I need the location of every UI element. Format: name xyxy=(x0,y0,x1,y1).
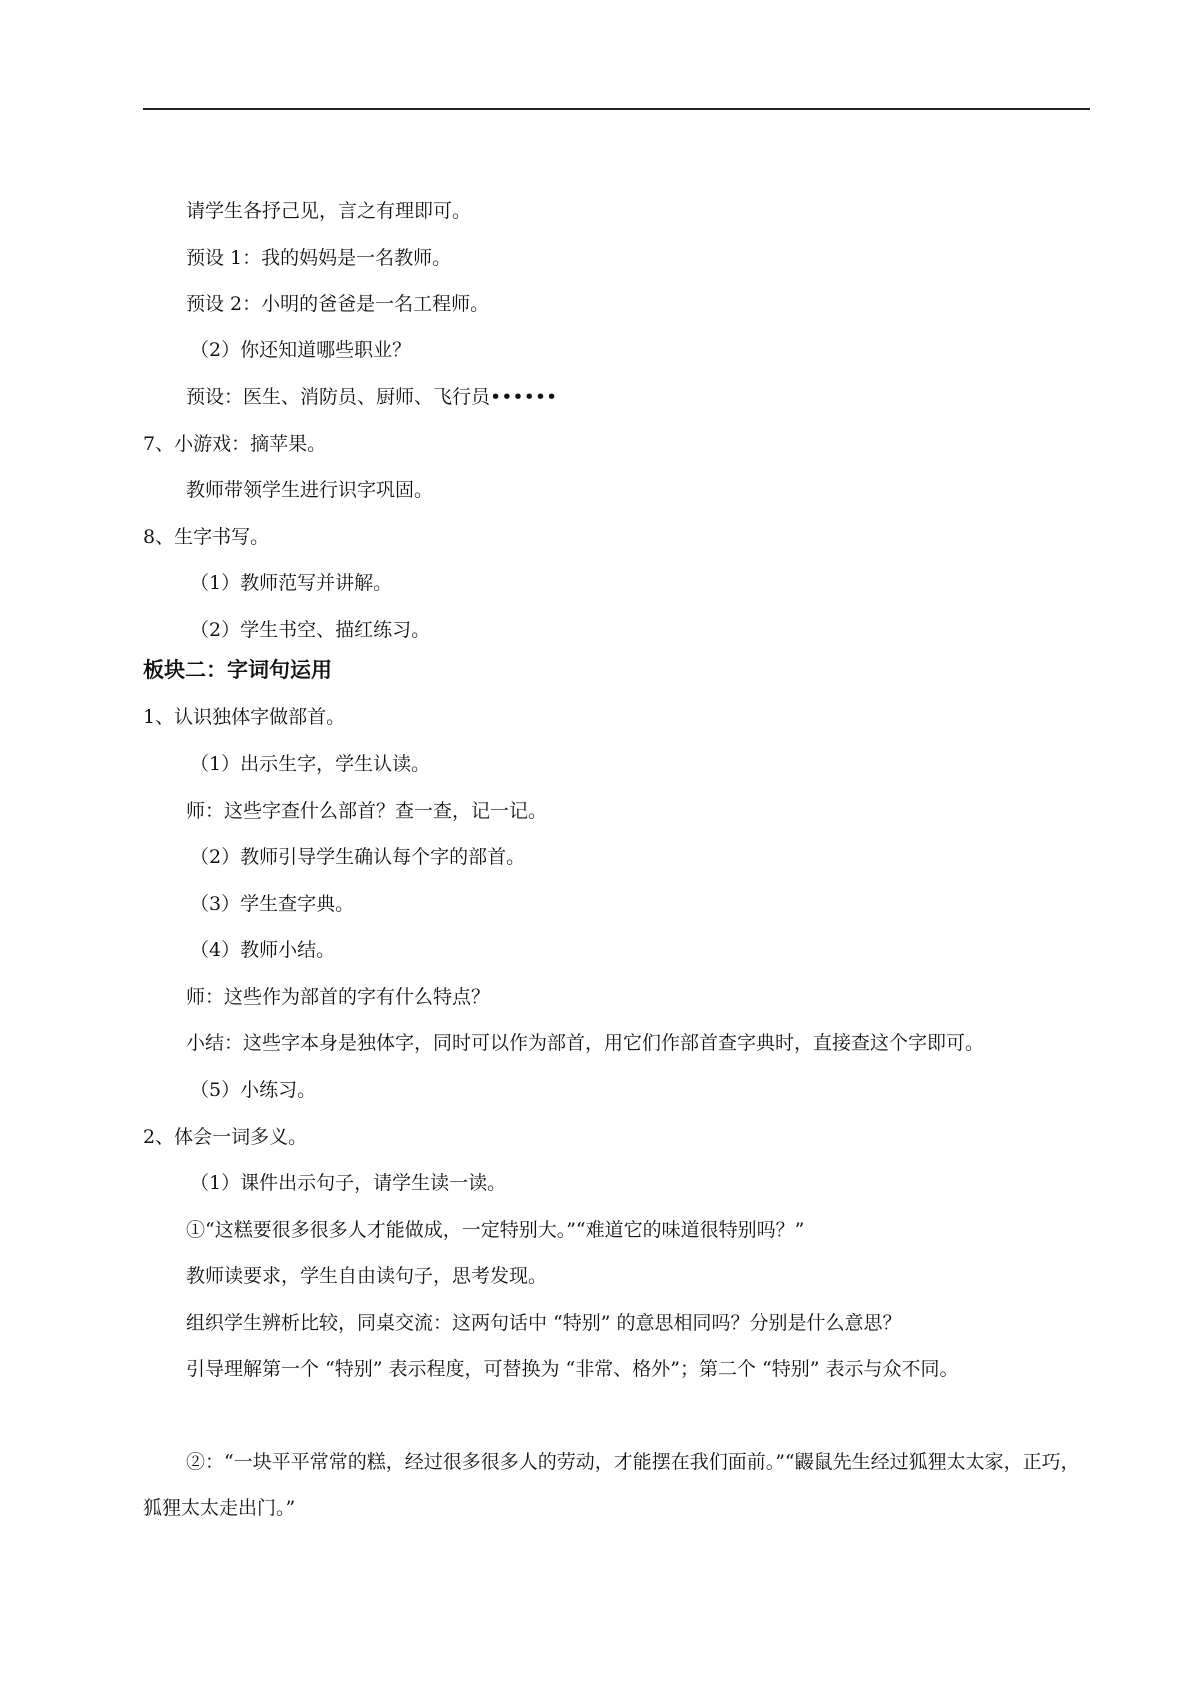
paragraph: 引导理解第一个 “特别” 表示程度，可替换为 “非常、格外”；第二个 “特别” 表示与众不同。 xyxy=(186,1358,959,1380)
paragraph: 教师带领学生进行识字巩固。 xyxy=(186,479,434,501)
paragraph: （1）课件出示句子，请学生读一读。 xyxy=(190,1172,507,1194)
numbered-item: 2、体会一词多义。 xyxy=(143,1126,308,1148)
paragraph: （5）小练习。 xyxy=(190,1079,317,1101)
paragraph: （2）教师引导学生确认每个字的部首。 xyxy=(190,846,526,868)
paragraph: （2）你还知道哪些职业？ xyxy=(190,339,412,361)
paragraph: 预设 2：小明的爸爸是一名工程师。 xyxy=(186,293,490,315)
paragraph: （4）教师小结。 xyxy=(190,939,336,961)
paragraph: 师：这些字查什么部首？查一查，记一记。 xyxy=(186,800,548,822)
paragraph: 预设 1：我的妈妈是一名教师。 xyxy=(186,247,452,269)
paragraph: （2）学生书空、描红练习。 xyxy=(190,619,431,641)
paragraph: （1）教师范写并讲解。 xyxy=(190,572,393,594)
numbered-item: 8、生字书写。 xyxy=(143,526,270,548)
paragraph: 预设：医生、消防员、厨师、飞行员•••••• xyxy=(186,386,558,408)
paragraph: ②：“一块平平常常的糕，经过很多很多人的劳动，才能摆在我们面前。”“鼹鼠先生经过狐狸太太家，正巧，狐狸太太走出门。” xyxy=(143,1451,1080,1519)
paragraph: ①“这糕要很多很多人才能做成，一定特别大。”“难道它的味道很特别吗？” xyxy=(186,1219,805,1241)
paragraph: 小结：这些字本身是独体字，同时可以作为部首，用它们作部首查字典时，直接查这个字即可。 xyxy=(186,1032,985,1054)
paragraph: 组织学生辨析比较，同桌交流：这两句话中 “特别” 的意思相同吗？分别是什么意思？ xyxy=(186,1312,902,1334)
header-rule xyxy=(143,108,1090,110)
paragraph: （1）出示生字，学生认读。 xyxy=(190,753,431,775)
paragraph: 请学生各抒己见，言之有理即可。 xyxy=(186,200,472,222)
paragraph: 教师读要求，学生自由读句子，思考发现。 xyxy=(186,1265,548,1287)
numbered-item: 7、小游戏：摘苹果。 xyxy=(143,433,327,455)
paragraph: （3）学生查字典。 xyxy=(190,893,355,915)
section-heading: 板块二：字词句运用 xyxy=(143,658,332,682)
numbered-item: 1、认识独体字做部首。 xyxy=(143,706,346,728)
paragraph: 师：这些作为部首的字有什么特点？ xyxy=(186,986,491,1008)
